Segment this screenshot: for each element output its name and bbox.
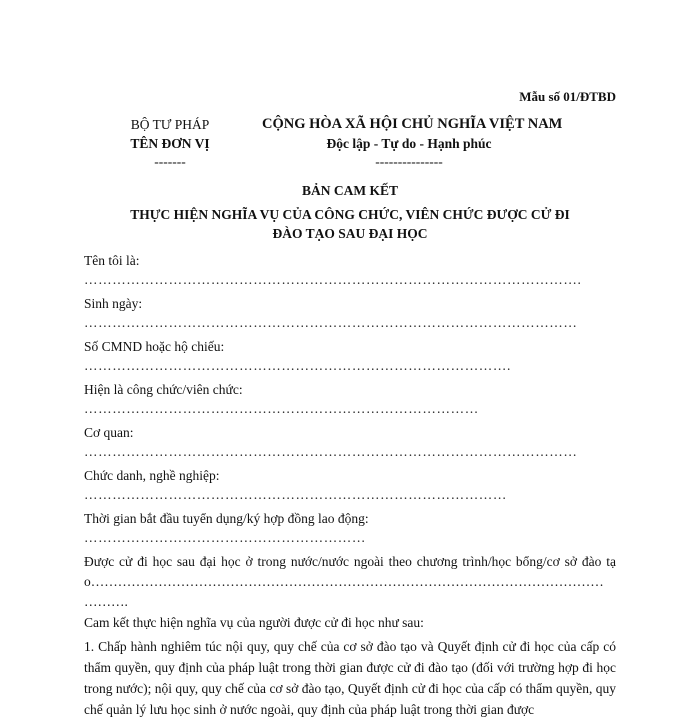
fill-in-line[interactable]: ………………………………………………………………………… bbox=[84, 401, 479, 416]
study-program-line bbox=[84, 552, 616, 612]
field-label: Số CMND hoặc hộ chiếu: bbox=[84, 339, 225, 354]
field-recruitment-date bbox=[84, 509, 616, 547]
field-agency bbox=[84, 423, 616, 461]
field-label: Cơ quan: bbox=[84, 425, 134, 440]
field-label: Thời gian bắt đầu tuyển dụng/ký hợp đồng lao động: bbox=[84, 511, 369, 526]
field-label: Hiện là công chức/viên chức: bbox=[84, 382, 243, 397]
field-id-number bbox=[84, 337, 616, 375]
header-right bbox=[262, 115, 563, 169]
study-program-text[interactable]: Được cử đi học sau đại học ở trong nước/nước ngoài theo chương trình/học bổng/cơ sở đào tạo…………………………………………………………………………………………………… bbox=[84, 554, 616, 589]
commit-intro: Cam kết thực hiện nghĩa vụ của người được cử đi học như sau: bbox=[84, 615, 424, 630]
document-subtitle: THỰC HIỆN NGHĨA VỤ CỦA CÔNG CHỨC, VIÊN CHỨC ĐƯỢC CỬ ĐI ĐÀO TẠO SAU ĐẠI HỌC bbox=[130, 207, 570, 241]
field-label: Tên tôi là: bbox=[84, 253, 140, 268]
fill-in-line[interactable]: …………………………………………………………………………………………… bbox=[84, 315, 578, 330]
fill-in-line[interactable]: ……………………………………………………………………………… bbox=[84, 487, 507, 502]
motto: Độc lập - Tự do - Hạnh phúc bbox=[326, 136, 492, 151]
field-job-title bbox=[84, 466, 616, 504]
field-birth-date bbox=[84, 294, 616, 332]
study-program-tail[interactable]: ………. bbox=[84, 594, 128, 609]
field-position bbox=[84, 380, 616, 418]
field-label: Chức danh, nghề nghiệp: bbox=[84, 468, 220, 483]
header-left bbox=[100, 115, 240, 169]
form-number: Mẫu số 01/ĐTBD bbox=[519, 89, 616, 104]
fill-in-line[interactable]: …………………………………………………… bbox=[84, 530, 366, 545]
fill-in-line[interactable]: ………………………………………………………………………………. bbox=[84, 358, 511, 373]
document-title: BẢN CAM KẾT bbox=[301, 183, 398, 198]
unit-separator: ------- bbox=[154, 154, 186, 169]
motto-separator: --------------- bbox=[375, 154, 443, 169]
field-label: Sinh ngày: bbox=[84, 296, 143, 311]
fill-in-line[interactable]: …………………………………………………………………………………………… bbox=[84, 444, 578, 459]
country-name: CỘNG HÒA XÃ HỘI CHỦ NGHĨA VIỆT NAM bbox=[262, 116, 563, 132]
commit-item-1: 1. Chấp hành nghiêm túc nội quy, quy chế của cơ sở đào tạo và Quyết định cử đi học của cấp có thẩm quyền, quy định của pháp luật trong thời gian được cử đi đào tạo (đối với trường hợp đi học trong nước); nội quy, quy chế của cơ sở đào tạo, Quyết định cử đi học của cấp có thẩm quyền, quy chế quản lý lưu học sinh ở nước ngoài, quy định của pháp luật trong thời gian được bbox=[84, 639, 616, 717]
field-full-name bbox=[84, 251, 616, 289]
ministry-name: BỘ TƯ PHÁP bbox=[130, 117, 210, 132]
unit-name: TÊN ĐƠN VỊ bbox=[130, 136, 210, 151]
fill-in-line[interactable]: ……………………………………………………………………………………………. bbox=[84, 272, 582, 287]
